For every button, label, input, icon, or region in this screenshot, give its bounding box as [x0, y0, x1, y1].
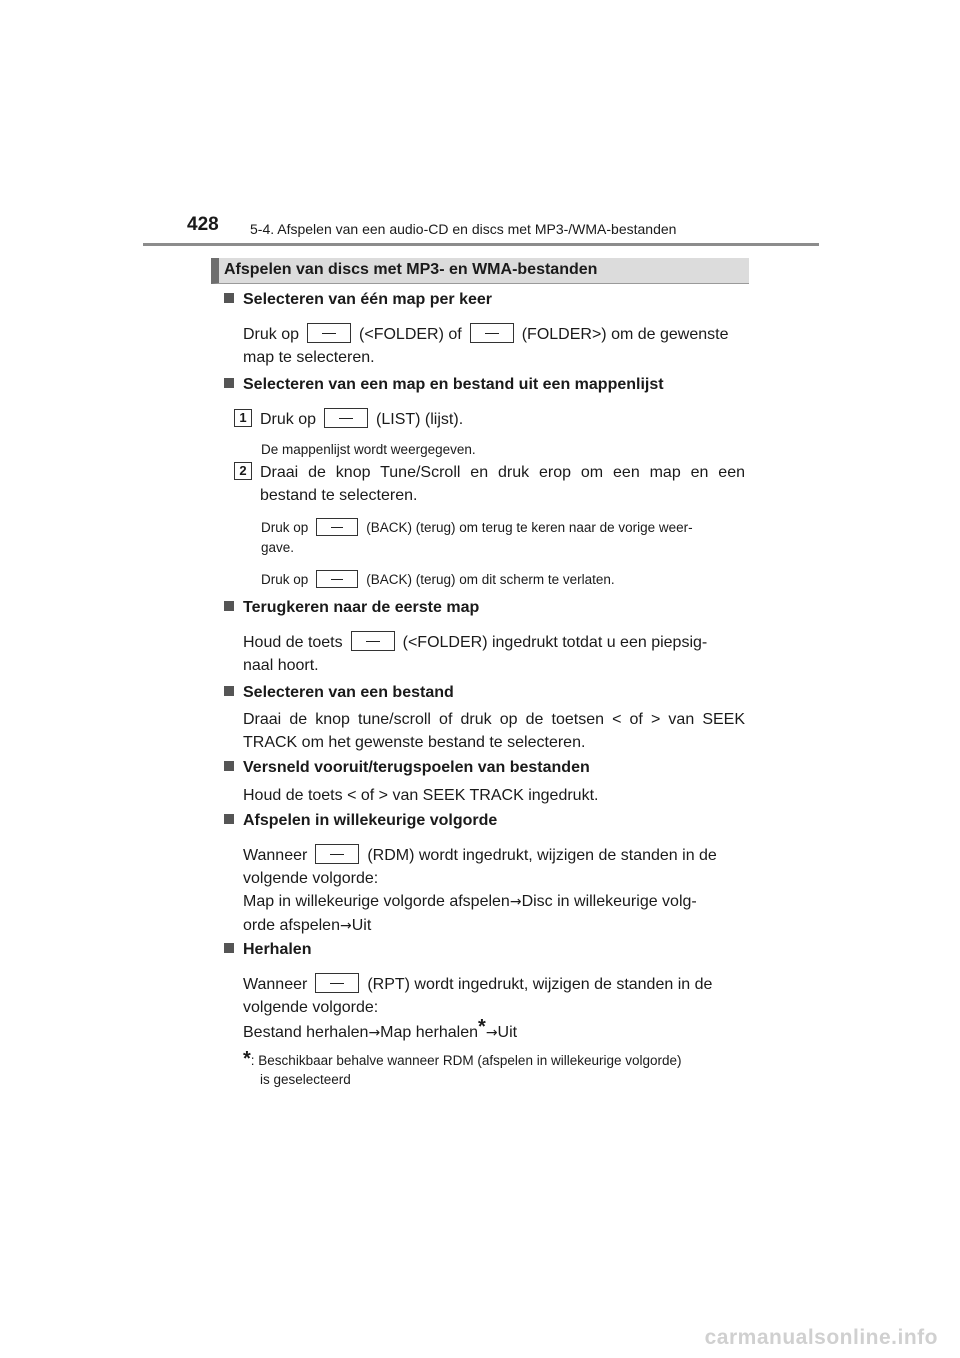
- square-bullet-icon: [224, 293, 234, 303]
- arrow-right-icon: →: [509, 894, 522, 910]
- square-bullet-icon: [224, 601, 234, 611]
- square-bullet-icon: [224, 943, 234, 953]
- back-note-2: Druk op (BACK) (terug) om dit scherm te verlaten.: [261, 572, 615, 587]
- heading-versneld: Versneld vooruit/terugspoelen van bestanden: [224, 759, 590, 777]
- back-note-1: Druk op (BACK) (terug) om terug te keren naar de vorige weer- gave.: [261, 520, 693, 555]
- paragraph-bestand: Draai de knop tune/scroll of druk op de toetsen < of > van SEEK TRACK om het gewenste bestand te selecteren.: [243, 711, 745, 751]
- section-title: Afspelen van discs met MP3- en WMA-bestanden: [224, 261, 598, 278]
- step-2-text: Draai de knop Tune/Scroll en druk erop om een map en een bestand te selecteren.: [260, 464, 745, 504]
- step-1-note: De mappenlijst wordt weergegeven.: [261, 442, 476, 457]
- heading-map-per-keer: Selecteren van één map per keer: [224, 291, 492, 309]
- heading-bestand: Selecteren van een bestand: [224, 684, 454, 702]
- heading-mappenlijst: Selecteren van een map en bestand uit een mappenlijst: [224, 376, 664, 394]
- running-header: 5-4. Afspelen van een audio-CD en discs met MP3-/WMA-bestanden: [250, 221, 677, 237]
- heading-eerste-map: Terugkeren naar de eerste map: [224, 599, 479, 617]
- list-button-icon: [324, 408, 368, 428]
- paragraph-herhalen: Wanneer (RPT) wordt ingedrukt, wijzigen de standen in de volgende volgorde: Bestand herhalen→Map herhalen*→Uit: [243, 973, 745, 1045]
- paragraph-willekeurig: Wanneer (RDM) wordt ingedrukt, wijzigen de standen in de volgende volgorde: Map in willekeurige volgorde afspelen→Disc in willekeurige volg- orde afspelen→Uit: [243, 844, 745, 938]
- arrow-right-icon: →: [485, 1025, 498, 1041]
- step-number-1: 1: [234, 409, 252, 427]
- page-number: 428: [187, 214, 219, 235]
- step-number-2: 2: [234, 462, 252, 480]
- rpt-button-icon: [315, 973, 359, 993]
- square-bullet-icon: [224, 378, 234, 388]
- square-bullet-icon: [224, 686, 234, 696]
- folder-prev-button-icon: [351, 631, 395, 651]
- paragraph-map-per-keer: Druk op (<FOLDER) of (FOLDER>) om de gewenste map te selecteren.: [243, 323, 745, 369]
- heading-herhalen: Herhalen: [224, 941, 311, 959]
- header-rule: [143, 243, 819, 246]
- square-bullet-icon: [224, 761, 234, 771]
- footnote-marker: *: [243, 1048, 251, 1070]
- folder-prev-button-icon: [307, 323, 351, 343]
- folder-next-button-icon: [470, 323, 514, 343]
- paragraph-versneld: Houd de toets < of > van SEEK TRACK ingedrukt.: [243, 787, 599, 804]
- rdm-button-icon: [315, 844, 359, 864]
- heading-willekeurig: Afspelen in willekeurige volgorde: [224, 812, 497, 830]
- arrow-right-icon: →: [368, 1025, 381, 1041]
- footnote: *: Beschikbaar behalve wanneer RDM (afspelen in willekeurige volgorde) is geselecteerd: [243, 1048, 682, 1087]
- arrow-right-icon: →: [339, 918, 352, 934]
- footnote-marker: *: [478, 1016, 486, 1038]
- step-1-text: Druk op (LIST) (lijst).: [260, 408, 745, 431]
- watermark: carmanualsonline.info: [704, 1326, 938, 1349]
- back-button-icon: [316, 570, 358, 588]
- back-button-icon: [316, 518, 358, 536]
- square-bullet-icon: [224, 814, 234, 824]
- paragraph-eerste-map: Houd de toets (<FOLDER) ingedrukt totdat u een piepsig- naal hoort.: [243, 631, 745, 677]
